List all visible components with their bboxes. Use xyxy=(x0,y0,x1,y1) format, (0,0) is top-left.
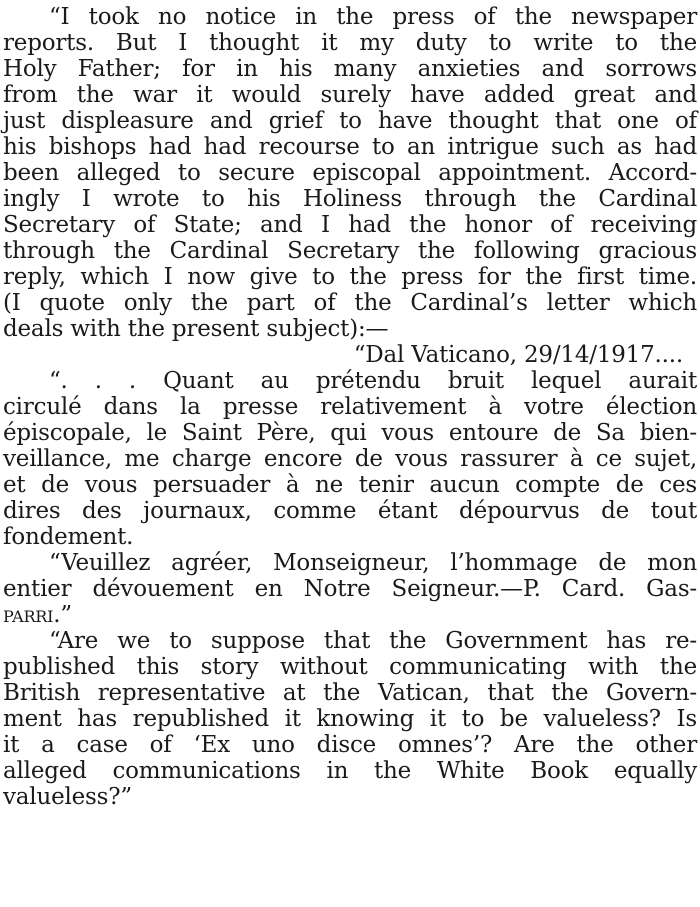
text-line: “Are we to suppose that the Government has re- xyxy=(49,628,697,654)
text-line: alleged communications in the White Book equally xyxy=(3,758,697,784)
text-line: his bishops had had recourse to an intrigue such as had xyxy=(3,134,697,160)
text-line: deals with the present subject):— xyxy=(3,316,389,342)
text-line: Secretary of State; and I had the honor of receiving xyxy=(3,212,697,238)
text-line: through the Cardinal Secretary the following gracious xyxy=(3,238,697,264)
text-line: reply, which I now give to the press for the first time. xyxy=(3,264,697,290)
text-line: ingly I wrote to his Holiness through the Cardinal xyxy=(3,186,697,212)
text-line: dires des journaux, comme étant dépourvus de tout xyxy=(3,498,697,524)
text-line: fondement. xyxy=(3,524,134,550)
text-line: “I took no notice in the press of the newspaper xyxy=(49,4,697,30)
text-line: British representative at the Vatican, that the Govern- xyxy=(3,680,697,706)
text-line: from the war it would surely have added great and xyxy=(3,82,697,108)
text-line: reports. But I thought it my duty to write to the xyxy=(3,30,697,56)
text-line: “. . . Quant au prétendu bruit lequel aurait xyxy=(49,368,697,394)
text-line: been alleged to secure episcopal appointment. Accord- xyxy=(3,160,697,186)
text-line: épiscopale, le Saint Père, qui vous entoure de Sa bien- xyxy=(3,420,697,446)
text-line: (I quote only the part of the Cardinal’s letter which xyxy=(3,290,697,316)
text-line: circulé dans la presse relativement à votre élection xyxy=(3,394,697,420)
text-line: entier dévouement en Notre Seigneur.—P. Card. Gas- xyxy=(3,576,697,602)
text-line: published this story without communicating with the xyxy=(3,654,697,680)
text-line: Holy Father; for in his many anxieties and sorrows xyxy=(3,56,697,82)
text-line: veillance, me charge encore de vous rassurer à ce sujet, xyxy=(3,446,697,472)
text-line: “Veuillez agréer, Monseigneur, l’hommage de mon xyxy=(49,550,697,576)
text-line: ment has republished it knowing it to be valueless? Is xyxy=(3,706,697,732)
text-line: valueless?” xyxy=(3,784,132,810)
text-line: just displeasure and grief to have thought that one of xyxy=(3,108,697,134)
text-line: et de vous persuader à ne tenir aucun compte de ces xyxy=(3,472,697,498)
text-line: it a case of ‘Ex uno disce omnes’? Are the other xyxy=(3,732,697,758)
dateline: “Dal Vaticano, 29/14/1917.... xyxy=(353,342,683,368)
signature-line: parri.” xyxy=(3,602,72,628)
